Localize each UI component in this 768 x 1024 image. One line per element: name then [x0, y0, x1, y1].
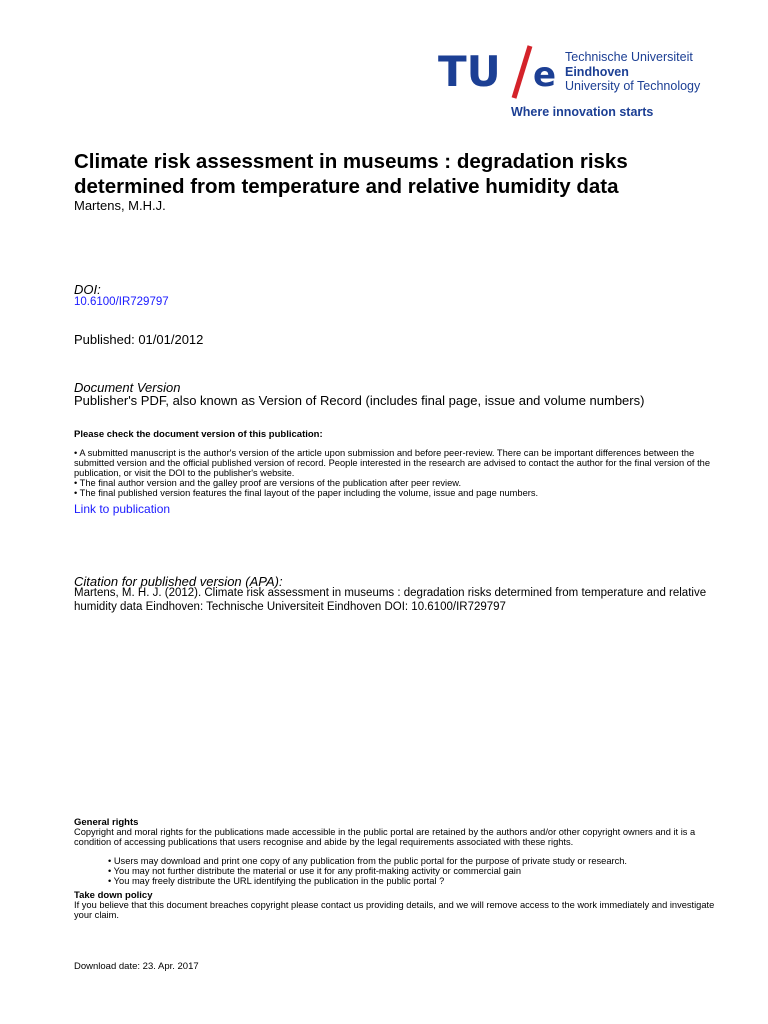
university-name-line3: University of Technology — [565, 79, 701, 93]
university-name-line2: Eindhoven — [565, 64, 629, 79]
list-item: • The final author version and the galley proof are versions of the publication after peer review. — [74, 478, 462, 488]
list-item: • A submitted manuscript is the author's version of the article upon submission and before peer-review. There can be important differences between the submitted version and the official published version of record. People interested in the research are advised to contact the author for the final version of the publication, or visit the DOI to the publisher's website. — [74, 448, 711, 478]
university-name-line1: Technische Universiteit — [565, 50, 693, 64]
document-version-value: Publisher's PDF, also known as Version of Record (includes final page, issue and volume numbers) — [74, 393, 645, 408]
doi-label: DOI: — [74, 282, 101, 297]
version-notice-list — [74, 448, 734, 498]
tue-logo-mark — [438, 44, 558, 100]
version-notice-heading: Please check the document version of this publication: — [74, 429, 323, 440]
general-rights-list — [108, 856, 728, 886]
list-item: • Users may download and print one copy of any publication from the public portal for the purpose of private study or research. — [108, 856, 627, 866]
document-version-label: Document Version — [74, 380, 181, 395]
author: Martens, M.H.J. — [74, 198, 166, 213]
publication-link[interactable]: Link to publication — [74, 502, 171, 516]
citation-label: Citation for published version (APA): — [74, 574, 283, 589]
list-item: • The final published version features the final layout of the paper including the volume, issue and page numbers. — [74, 488, 539, 498]
list-item: • You may freely distribute the URL identifying the publication in the public portal ? — [108, 876, 445, 886]
doi-link[interactable]: 10.6100/IR729797 — [74, 296, 169, 308]
citation-text: Martens, M. H. J. (2012). Climate risk assessment in museums : degradation risks determined from temperature and relative humidity data Eindhoven: Technische Universiteit Eindhoven DOI: 10.6100/IR729797 — [74, 587, 707, 613]
download-date: Download date: 23. Apr. 2017 — [74, 961, 199, 972]
general-rights-text: Copyright and moral rights for the publications made accessible in the public portal are retained by the authors and/or other copyright owners and it is a condition of accessing publications that users recognise and abide by the legal requirements associated with these rights. — [74, 827, 696, 847]
svg-text:e: e — [533, 55, 557, 95]
take-down-text: If you believe that this document breaches copyright please contact us providing details, and we will remove access to the work immediately and investigate your claim. — [74, 900, 715, 920]
svg-text:TU: TU — [438, 47, 501, 96]
tagline: Where innovation starts — [511, 105, 654, 119]
take-down-heading: Take down policy — [74, 890, 153, 901]
general-rights-heading: General rights — [74, 817, 139, 828]
document-title: Climate risk assessment in museums : degradation risks determined from temperature and relative humidity data — [74, 150, 628, 198]
list-item: • You may not further distribute the material or use it for any profit-making activity or commercial gain — [108, 866, 522, 876]
published-date: Published: 01/01/2012 — [74, 332, 204, 347]
university-name — [565, 50, 700, 94]
